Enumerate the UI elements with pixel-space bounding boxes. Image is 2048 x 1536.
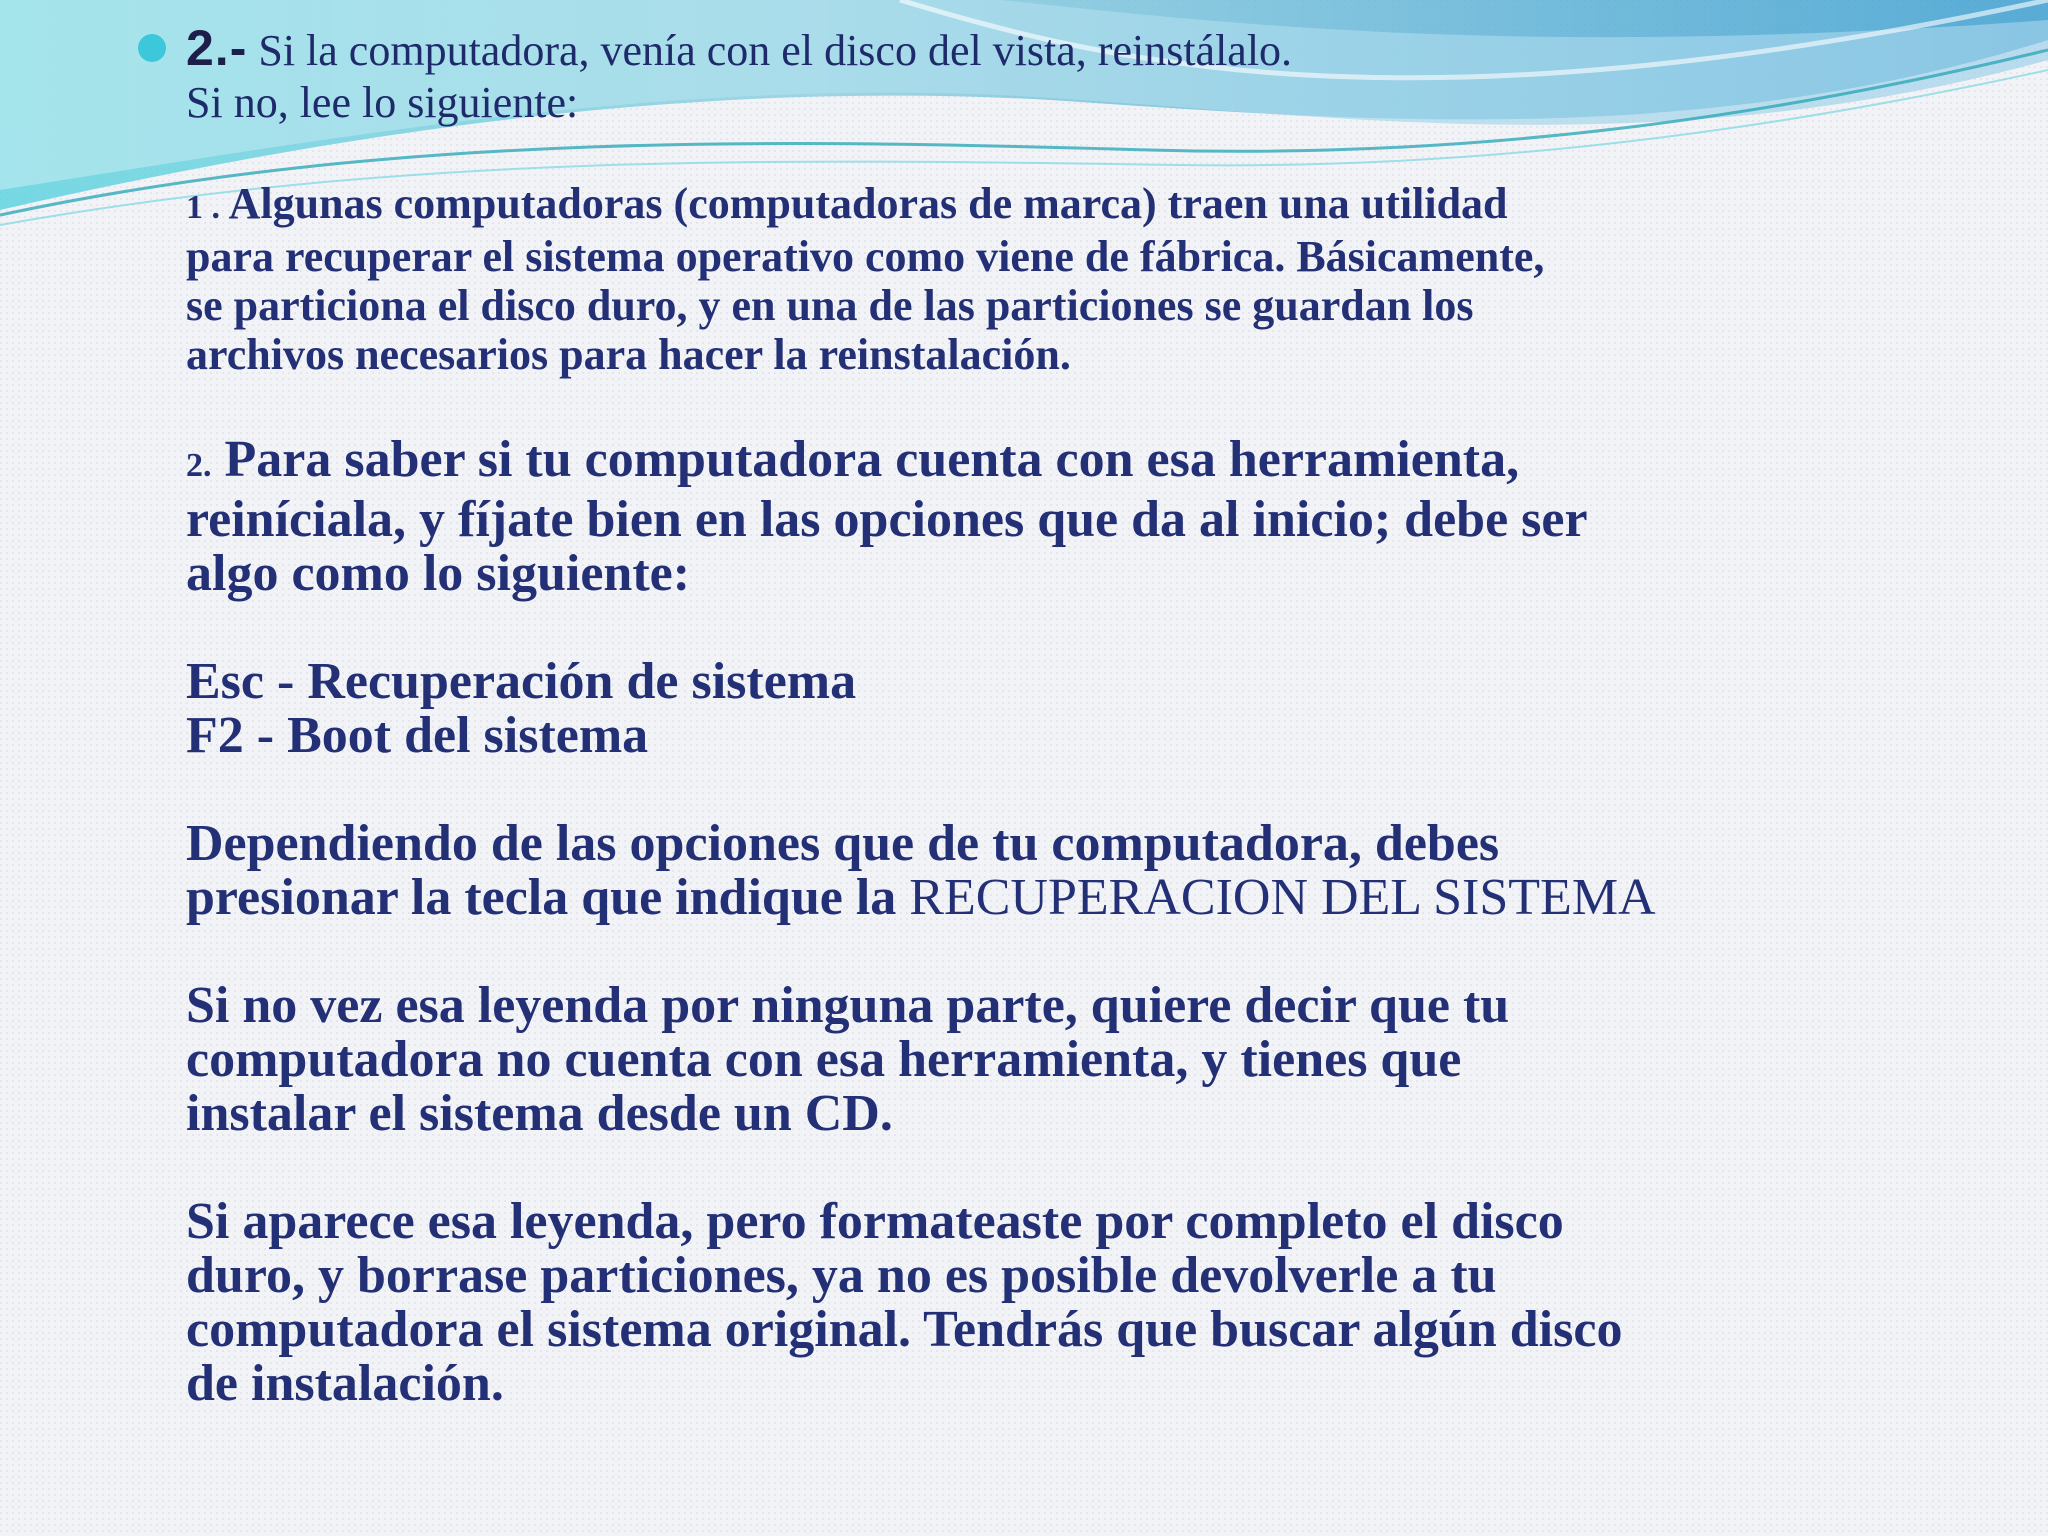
paragraph-1-line: para recuperar el sistema operativo como viene de fábrica. Básicamente,	[186, 232, 1545, 281]
paragraph-3-line: presionar la tecla que indique la	[186, 869, 897, 926]
slide-content	[130, 22, 1930, 1411]
paragraph-5-line: de instalación.	[186, 1355, 504, 1412]
paragraph-5-line: Si aparece esa leyenda, pero formateaste por completo el disco	[186, 1193, 1564, 1250]
paragraph-4-line: computadora no cuenta con esa herramienta, y tienes que	[186, 1031, 1462, 1088]
intro-line-2: Si no, lee lo siguiente:	[186, 78, 579, 127]
intro-bullet	[130, 22, 1930, 129]
paragraph-1-number: 1 .	[186, 189, 220, 226]
paragraph-1-line: Algunas computadoras (computadoras de marca) traen una utilidad	[228, 179, 1508, 228]
option-f2: F2 - Boot del sistema	[186, 707, 649, 764]
paragraph-1	[186, 179, 1930, 379]
recovery-keyword: RECUPERACION DEL SISTEMA	[909, 869, 1656, 926]
paragraph-5-line: duro, y borrase particiones, ya no es posible devolverle a tu	[186, 1247, 1497, 1304]
paragraph-5	[186, 1195, 1930, 1411]
option-esc: Esc - Recuperación de sistema	[186, 653, 857, 710]
intro-number: 2.-	[186, 20, 248, 76]
paragraph-4	[186, 979, 1930, 1141]
paragraph-2-line: reiníciala, y fíjate bien en las opciones que da al inicio; debe ser	[186, 491, 1588, 548]
bullet-icon	[138, 34, 166, 62]
paragraph-4-line: instalar el sistema desde un CD.	[186, 1085, 893, 1142]
paragraph-1-line: archivos necesarios para hacer la reinstalación.	[186, 330, 1071, 379]
intro-line-1: Si la computadora, venía con el disco del vista, reinstálalo.	[258, 26, 1293, 75]
options-list	[186, 655, 1930, 763]
paragraph-1-line: se particiona el disco duro, y en una de las particiones se guardan los	[186, 281, 1474, 330]
paragraph-4-line: Si no vez esa leyenda por ninguna parte, quiere decir que tu	[186, 977, 1510, 1034]
paragraph-2-line: Para saber si tu computadora cuenta con esa herramienta,	[224, 431, 1520, 488]
paragraph-3	[186, 817, 1930, 925]
paragraph-2-number: 2.	[186, 447, 212, 484]
paragraph-5-line: computadora el sistema original. Tendrás que buscar algún disco	[186, 1301, 1623, 1358]
paragraph-3-line: Dependiendo de las opciones que de tu computadora, debes	[186, 815, 1500, 872]
paragraph-2	[186, 433, 1930, 601]
paragraph-2-line: algo como lo siguiente:	[186, 545, 691, 602]
